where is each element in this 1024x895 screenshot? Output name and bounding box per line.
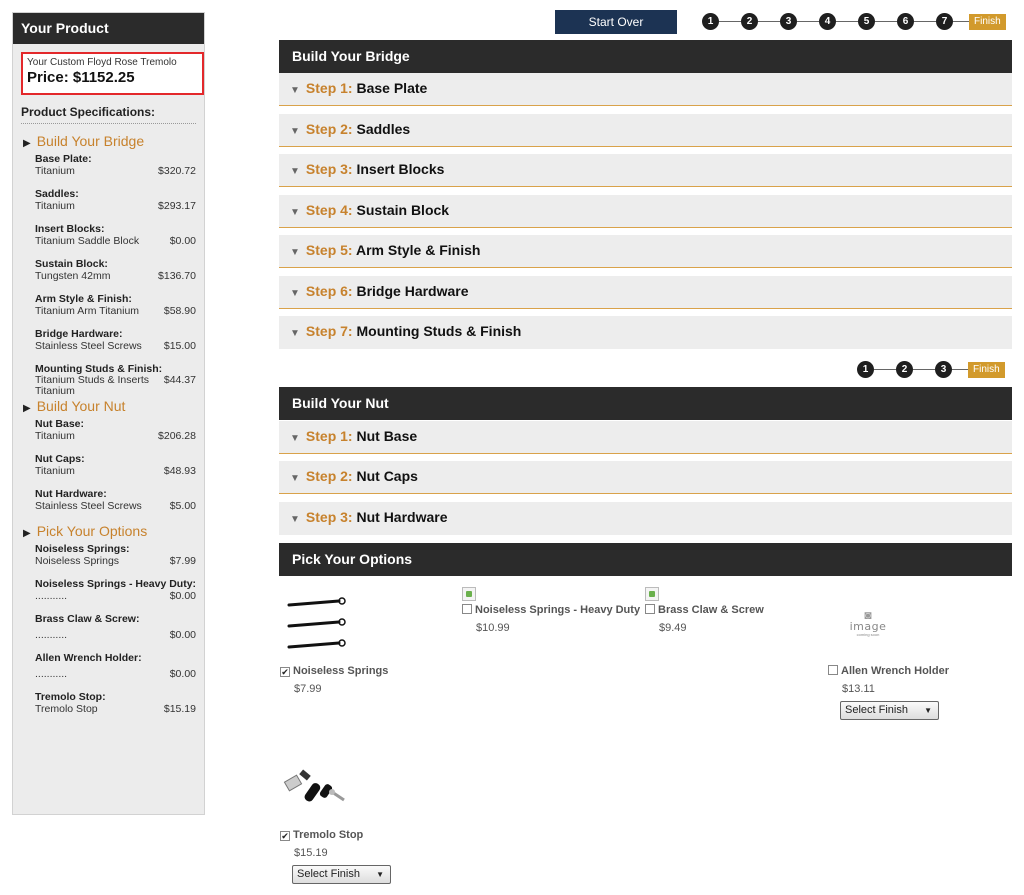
- tremolo-stop-finish-select[interactable]: [292, 865, 391, 884]
- spec-value: Titanium Arm Titanium: [35, 305, 140, 317]
- bridge-step-4[interactable]: [279, 195, 1012, 228]
- image-coming-soon-placeholder: [838, 608, 898, 638]
- spec-value: Noiseless Springs: [35, 555, 120, 567]
- spec-price: $320.72: [158, 165, 196, 177]
- spec-item: [35, 488, 196, 512]
- option-label: Allen Wrench Holder: [841, 665, 949, 677]
- spec-key: Mounting Studs & Finish:: [35, 363, 163, 375]
- bridge-step-2[interactable]: [279, 114, 1012, 147]
- spec-key: Noiseless Springs:: [35, 543, 130, 555]
- spec-price: $206.28: [158, 430, 196, 442]
- spec-price: $15.00: [163, 340, 196, 352]
- spec-value: ...........: [35, 668, 68, 680]
- bridge-section-header: Build Your Bridge: [279, 40, 1012, 73]
- step-connector: [758, 21, 780, 22]
- spec-item: [35, 453, 196, 477]
- triangle-down-icon: ▼: [290, 288, 300, 299]
- spec-price: $48.93: [163, 465, 196, 477]
- broken-image-icon: [462, 587, 476, 601]
- spec-price: $58.90: [163, 305, 196, 317]
- spec-section-bridge[interactable]: [13, 132, 204, 150]
- step-dot[interactable]: 3: [935, 361, 952, 378]
- step-dot[interactable]: 2: [741, 13, 758, 30]
- spec-section-nut[interactable]: [13, 397, 204, 415]
- nut-step-3[interactable]: [279, 502, 1012, 535]
- spec-item: [35, 578, 196, 602]
- step-number: Step 7:: [305, 323, 353, 339]
- nut-step-2[interactable]: [279, 461, 1012, 494]
- tremolo-stop-image: [282, 764, 352, 814]
- chevron-down-icon: ▼: [924, 706, 932, 715]
- spec-value: Titanium: [35, 465, 75, 477]
- spec-value: Titanium: [35, 165, 75, 177]
- spec-item: [35, 418, 196, 442]
- step-number: Step 2:: [305, 468, 353, 484]
- spec-item: [35, 258, 196, 282]
- step-dot[interactable]: 1: [857, 361, 874, 378]
- checkbox-checked[interactable]: ✔: [281, 667, 289, 677]
- spec-value: Stainless Steel Screws: [35, 500, 142, 512]
- option-label: Noiseless Springs: [293, 665, 389, 677]
- step-dot[interactable]: 6: [897, 13, 914, 30]
- nut-section-header: Build Your Nut: [279, 387, 1012, 420]
- option-label: Noiseless Springs - Heavy Duty: [475, 604, 641, 616]
- spec-key: Bridge Hardware:: [35, 328, 123, 340]
- step-number: Step 3:: [305, 509, 353, 525]
- step-connector: [913, 369, 935, 370]
- start-over-button[interactable]: Start Over: [555, 10, 677, 34]
- option-price: $15.19: [294, 847, 328, 859]
- option-noiseless-springs-heavy-duty[interactable]: [462, 604, 640, 634]
- spec-title: Product Specifications:: [21, 105, 196, 124]
- spec-item: [35, 652, 196, 680]
- step-connector: [719, 21, 741, 22]
- step-name: Bridge Hardware: [356, 283, 469, 299]
- step-dot[interactable]: 7: [936, 13, 953, 30]
- spec-key: Sustain Block:: [35, 258, 108, 270]
- spec-key: Noiseless Springs - Heavy Duty:: [35, 578, 197, 590]
- spec-item: [35, 153, 196, 177]
- triangle-down-icon: ▼: [290, 433, 300, 444]
- triangle-down-icon: ▼: [290, 473, 300, 484]
- spec-price: $0.00: [169, 668, 196, 680]
- checkbox-checked[interactable]: ✔: [281, 831, 289, 841]
- option-label: Brass Claw & Screw: [658, 604, 764, 616]
- step-number: Step 3:: [305, 161, 353, 177]
- spec-price: $0.00: [169, 590, 196, 602]
- product-sidebar: [12, 12, 205, 815]
- spec-value: ...........: [35, 590, 68, 602]
- step-name: Nut Base: [356, 428, 418, 444]
- placeholder-subtext: coming soon: [856, 632, 880, 637]
- step-number: Step 1:: [305, 428, 353, 444]
- step-dot[interactable]: 3: [780, 13, 797, 30]
- triangle-down-icon: ▼: [290, 207, 300, 218]
- triangle-down-icon: ▼: [290, 85, 300, 96]
- spec-key: Tremolo Stop:: [35, 691, 106, 703]
- triangle-down-icon: ▼: [290, 328, 300, 339]
- checkbox[interactable]: [645, 604, 655, 614]
- bridge-step-6[interactable]: [279, 276, 1012, 309]
- bridge-step-1[interactable]: [279, 73, 1012, 106]
- step-name: Sustain Block: [356, 202, 450, 218]
- step-dot[interactable]: 2: [896, 361, 913, 378]
- spec-price: $7.99: [169, 555, 196, 567]
- spec-key: Brass Claw & Screw:: [35, 613, 140, 625]
- spec-key: Insert Blocks:: [35, 223, 105, 235]
- spec-value: Titanium: [35, 200, 75, 212]
- placeholder-text: image: [849, 620, 887, 633]
- spec-key: Arm Style & Finish:: [35, 293, 132, 305]
- step-name: Mounting Studs & Finish: [356, 323, 522, 339]
- spec-item: [35, 223, 196, 247]
- spec-key: Nut Hardware:: [35, 488, 107, 500]
- nut-step-1[interactable]: [279, 421, 1012, 454]
- step-number: Step 4:: [305, 202, 353, 218]
- camera-icon: ◙: [864, 608, 872, 622]
- spec-item: [35, 363, 196, 397]
- option-brass-claw-screw[interactable]: [645, 604, 764, 634]
- option-price: $9.49: [659, 622, 687, 634]
- finish-button[interactable]: Finish: [968, 362, 1005, 378]
- spec-price: $293.17: [158, 200, 196, 212]
- checkbox[interactable]: [462, 604, 472, 614]
- sidebar-title: Your Product: [13, 13, 204, 44]
- spec-value: Tungsten 42mm: [35, 270, 111, 282]
- spec-section-label: Build Your Nut: [36, 398, 126, 414]
- step-connector: [874, 369, 896, 370]
- option-allen-wrench-holder[interactable]: [828, 665, 949, 695]
- spec-item: [35, 293, 196, 317]
- select-value: Select Finish: [845, 704, 908, 716]
- step-number: Step 1:: [305, 80, 353, 96]
- select-value: Select Finish: [297, 868, 360, 880]
- spec-key: Base Plate:: [35, 153, 92, 165]
- step-dot[interactable]: 4: [819, 13, 836, 30]
- bridge-step-3[interactable]: [279, 154, 1012, 187]
- spec-price: $15.19: [163, 703, 196, 715]
- chevron-down-icon: ▼: [376, 870, 384, 879]
- product-name: Your Custom Floyd Rose Tremolo: [27, 57, 177, 68]
- spec-key: Allen Wrench Holder:: [35, 652, 142, 664]
- bridge-step-7[interactable]: [279, 316, 1012, 349]
- option-tremolo-stop[interactable]: [280, 829, 363, 859]
- spec-value: Titanium Studs & Inserts Titanium: [35, 374, 149, 397]
- step-dot[interactable]: 5: [858, 13, 875, 30]
- spec-value: ...........: [35, 629, 68, 641]
- bridge-step-5[interactable]: [279, 235, 1012, 268]
- spec-section-options[interactable]: [13, 522, 204, 540]
- triangle-down-icon: ▼: [290, 247, 300, 258]
- allen-wrench-finish-select[interactable]: [840, 701, 939, 720]
- caret-right-icon: ▶: [23, 403, 31, 414]
- option-price: $13.11: [842, 683, 875, 695]
- step-dot[interactable]: 1: [702, 13, 719, 30]
- spec-value: Titanium Saddle Block: [35, 235, 140, 247]
- checkbox[interactable]: [828, 665, 838, 675]
- spec-price: $0.00: [169, 629, 196, 641]
- step-name: Arm Style & Finish: [355, 242, 481, 258]
- spec-value: Titanium: [35, 430, 75, 442]
- spec-item: [35, 188, 196, 212]
- step-connector: [875, 21, 897, 22]
- spec-key: Saddles:: [35, 188, 79, 200]
- triangle-down-icon: ▼: [290, 126, 300, 137]
- step-name: Insert Blocks: [356, 161, 445, 177]
- caret-right-icon: ▶: [23, 138, 31, 149]
- option-noiseless-springs[interactable]: [280, 665, 388, 695]
- step-number: Step 2:: [305, 121, 353, 137]
- spec-price: $44.37: [163, 374, 196, 386]
- step-connector: [952, 369, 968, 370]
- spec-section-label: Pick Your Options: [36, 523, 148, 539]
- spec-key: Nut Base:: [35, 418, 85, 430]
- springs-image: [284, 595, 348, 653]
- product-price: Price: $1152.25: [27, 69, 135, 86]
- step-name: Nut Caps: [356, 468, 418, 484]
- spec-price: $5.00: [169, 500, 196, 512]
- triangle-down-icon: ▼: [290, 514, 300, 525]
- spec-item: [35, 613, 196, 641]
- price-box: [21, 52, 204, 95]
- spec-item: [35, 328, 196, 352]
- spec-item: [35, 691, 196, 715]
- step-connector: [914, 21, 936, 22]
- triangle-down-icon: ▼: [290, 166, 300, 177]
- step-name: Nut Hardware: [356, 509, 448, 525]
- spec-key: Nut Caps:: [35, 453, 85, 465]
- step-number: Step 5:: [305, 242, 353, 258]
- bridge-step-indicator: [702, 13, 1006, 30]
- step-connector: [953, 21, 969, 22]
- spec-price: $0.00: [169, 235, 196, 247]
- spec-item: [35, 543, 196, 567]
- spec-value: Tremolo Stop: [35, 703, 98, 715]
- spec-section-label: Build Your Bridge: [36, 133, 145, 149]
- caret-right-icon: ▶: [23, 528, 31, 539]
- spec-value: Stainless Steel Screws: [35, 340, 142, 352]
- option-price: $7.99: [294, 683, 322, 695]
- step-connector: [797, 21, 819, 22]
- broken-image-icon: [645, 587, 659, 601]
- spec-price: $136.70: [158, 270, 196, 282]
- step-connector: [836, 21, 858, 22]
- step-name: Base Plate: [356, 80, 428, 96]
- option-label: Tremolo Stop: [293, 829, 364, 841]
- nut-step-indicator: [857, 361, 1005, 378]
- option-price: $10.99: [476, 622, 510, 634]
- options-section-header: Pick Your Options: [279, 543, 1012, 576]
- step-name: Saddles: [356, 121, 411, 137]
- step-number: Step 6:: [305, 283, 353, 299]
- finish-button[interactable]: Finish: [969, 14, 1006, 30]
